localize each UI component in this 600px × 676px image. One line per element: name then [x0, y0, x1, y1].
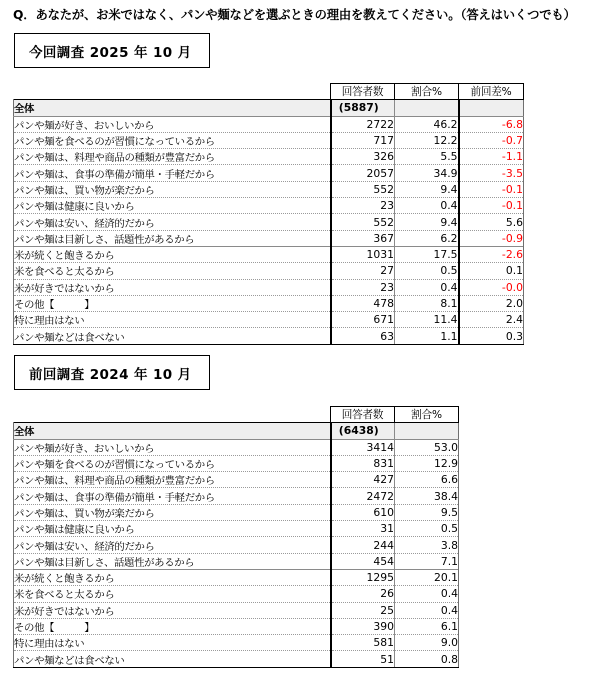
row-respondents: 552 [331, 181, 395, 197]
row-percent: 38.4 [395, 488, 459, 504]
row-diff: -0.9 [459, 230, 524, 246]
row-percent: 20.1 [395, 569, 459, 585]
row-diff: 0.1 [459, 263, 524, 279]
row-respondents: 454 [331, 553, 395, 569]
row-percent: 3.8 [395, 537, 459, 553]
row-respondents: 3414 [331, 439, 395, 455]
row-respondents: 23 [331, 279, 395, 295]
row-respondents: 26 [331, 586, 395, 602]
row-percent: 53.0 [395, 439, 459, 455]
row-respondents: 63 [331, 328, 395, 344]
row-percent: 12.2 [395, 132, 459, 148]
row-diff: -2.6 [459, 246, 524, 262]
row-respondents: 831 [331, 455, 395, 471]
total-row-respondents: (6438) [331, 423, 395, 439]
row-respondents: 427 [331, 472, 395, 488]
total-row-label: 全体 [14, 100, 331, 116]
row-percent: 0.4 [395, 586, 459, 602]
table-row [14, 504, 459, 520]
question-text: Q．あなたが、お米ではなく、パンや麺などを選ぶときの理由を教えてください。（答えはいくつでも） [13, 8, 576, 22]
row-diff: 2.0 [459, 295, 524, 311]
row-label: その他【 】 [14, 295, 331, 311]
row-respondents: 25 [331, 602, 395, 618]
column-header-respondents: 回答者数 [331, 407, 395, 423]
row-label: パンや麺は安い、経済的だから [14, 537, 331, 553]
row-diff: 0.3 [459, 328, 524, 344]
row-label: 米が続くと飽きるから [14, 246, 331, 262]
row-diff: -0.1 [459, 181, 524, 197]
table-row [14, 312, 524, 328]
current-survey-table [13, 83, 524, 345]
table-row [14, 488, 459, 504]
row-label: 米が好きではないから [14, 279, 331, 295]
row-percent: 17.5 [395, 246, 459, 262]
row-percent: 7.1 [395, 553, 459, 569]
column-header-percent: 割合% [395, 84, 459, 100]
row-label: 米が好きではないから [14, 602, 331, 618]
table-header-row [14, 84, 524, 100]
row-respondents: 367 [331, 230, 395, 246]
table-row [14, 455, 459, 471]
row-diff: -0.0 [459, 279, 524, 295]
section-heading-current-survey: 今回調査 2025 年 10 月 [14, 33, 210, 68]
row-respondents: 1031 [331, 246, 395, 262]
row-label: パンや麺などは食べない [14, 651, 331, 667]
table-row [14, 230, 524, 246]
table-row [14, 295, 524, 311]
table-row [14, 132, 524, 148]
table-row [14, 214, 524, 230]
row-label: 特に理由はない [14, 312, 331, 328]
row-respondents: 51 [331, 651, 395, 667]
total-row-respondents: (5887) [331, 100, 395, 116]
row-label: パンや麺は、料理や商品の種類が豊富だから [14, 149, 331, 165]
row-label: パンや麺は、料理や商品の種類が豊富だから [14, 472, 331, 488]
row-respondents: 717 [331, 132, 395, 148]
section-heading-previous-survey: 前回調査 2024 年 10 月 [14, 355, 210, 390]
row-respondents: 552 [331, 214, 395, 230]
total-row-diff [459, 100, 524, 116]
previous-survey-table [13, 406, 459, 668]
column-header-percent: 割合% [395, 407, 459, 423]
total-row-label: 全体 [14, 423, 331, 439]
table-row [14, 569, 459, 585]
row-percent: 12.9 [395, 455, 459, 471]
row-diff: -6.8 [459, 116, 524, 132]
row-label: その他【 】 [14, 618, 331, 634]
row-label: パンや麺が好き、おいしいから [14, 116, 331, 132]
table-row [14, 279, 524, 295]
row-diff: -1.1 [459, 149, 524, 165]
row-label: パンや麺が好き、おいしいから [14, 439, 331, 455]
row-label: 特に理由はない [14, 635, 331, 651]
row-label: パンや麺を食べるのが習慣になっているから [14, 132, 331, 148]
table-row [14, 521, 459, 537]
row-label: 米が続くと飽きるから [14, 569, 331, 585]
row-respondents: 27 [331, 263, 395, 279]
table-row [14, 181, 524, 197]
total-row [14, 423, 459, 439]
table-row [14, 635, 459, 651]
row-percent: 6.1 [395, 618, 459, 634]
row-percent: 1.1 [395, 328, 459, 344]
row-respondents: 2472 [331, 488, 395, 504]
row-respondents: 326 [331, 149, 395, 165]
table-row [14, 263, 524, 279]
row-percent: 8.1 [395, 295, 459, 311]
table-row [14, 553, 459, 569]
row-respondents: 23 [331, 198, 395, 214]
row-diff: -0.1 [459, 198, 524, 214]
row-diff: -3.5 [459, 165, 524, 181]
row-percent: 9.4 [395, 181, 459, 197]
row-respondents: 31 [331, 521, 395, 537]
current-survey-table-head [14, 84, 524, 100]
row-percent: 0.8 [395, 651, 459, 667]
row-percent: 9.5 [395, 504, 459, 520]
row-respondents: 581 [331, 635, 395, 651]
column-header-label [14, 84, 331, 100]
column-header-respondents: 回答者数 [331, 84, 395, 100]
row-diff: 2.4 [459, 312, 524, 328]
column-header-diff: 前回差% [459, 84, 524, 100]
previous-survey-table-body [14, 423, 459, 667]
row-label: パンや麺は、食事の準備が簡単・手軽だから [14, 165, 331, 181]
table-row [14, 602, 459, 618]
table-row [14, 618, 459, 634]
row-label: パンや麺は、買い物が楽だから [14, 181, 331, 197]
row-percent: 0.4 [395, 279, 459, 295]
row-respondents: 671 [331, 312, 395, 328]
row-percent: 46.2 [395, 116, 459, 132]
row-diff: -0.7 [459, 132, 524, 148]
row-percent: 9.0 [395, 635, 459, 651]
total-row-percent [395, 423, 459, 439]
table-row [14, 149, 524, 165]
row-percent: 5.5 [395, 149, 459, 165]
row-percent: 0.5 [395, 263, 459, 279]
row-respondents: 610 [331, 504, 395, 520]
row-diff: 5.6 [459, 214, 524, 230]
table-row [14, 439, 459, 455]
row-respondents: 1295 [331, 569, 395, 585]
row-label: パンや麺は健康に良いから [14, 521, 331, 537]
row-label: パンや麺は健康に良いから [14, 198, 331, 214]
row-percent: 0.4 [395, 198, 459, 214]
row-percent: 9.4 [395, 214, 459, 230]
row-label: パンや麺は安い、経済的だから [14, 214, 331, 230]
row-respondents: 244 [331, 537, 395, 553]
table-header-row [14, 407, 459, 423]
row-respondents: 2722 [331, 116, 395, 132]
row-label: パンや麺を食べるのが習慣になっているから [14, 455, 331, 471]
table-row [14, 651, 459, 667]
table-row [14, 165, 524, 181]
row-percent: 34.9 [395, 165, 459, 181]
row-respondents: 478 [331, 295, 395, 311]
row-percent: 6.6 [395, 472, 459, 488]
table-row [14, 586, 459, 602]
row-label: パンや麺は、食事の準備が簡単・手軽だから [14, 488, 331, 504]
table-row [14, 246, 524, 262]
row-respondents: 2057 [331, 165, 395, 181]
table-row [14, 328, 524, 344]
row-percent: 6.2 [395, 230, 459, 246]
row-percent: 11.4 [395, 312, 459, 328]
row-label: パンや麺は目新しさ、話題性があるから [14, 230, 331, 246]
total-row [14, 100, 524, 116]
row-percent: 0.4 [395, 602, 459, 618]
row-respondents: 390 [331, 618, 395, 634]
table-row [14, 472, 459, 488]
row-label: 米を食べると太るから [14, 586, 331, 602]
row-label: パンや麺は目新しさ、話題性があるから [14, 553, 331, 569]
total-row-percent [395, 100, 459, 116]
table-row [14, 537, 459, 553]
table-row [14, 116, 524, 132]
table-row [14, 198, 524, 214]
row-label: パンや麺などは食べない [14, 328, 331, 344]
column-header-label [14, 407, 331, 423]
current-survey-table-body [14, 100, 524, 344]
row-label: 米を食べると太るから [14, 263, 331, 279]
row-label: パンや麺は、買い物が楽だから [14, 504, 331, 520]
previous-survey-table-head [14, 407, 459, 423]
row-percent: 0.5 [395, 521, 459, 537]
